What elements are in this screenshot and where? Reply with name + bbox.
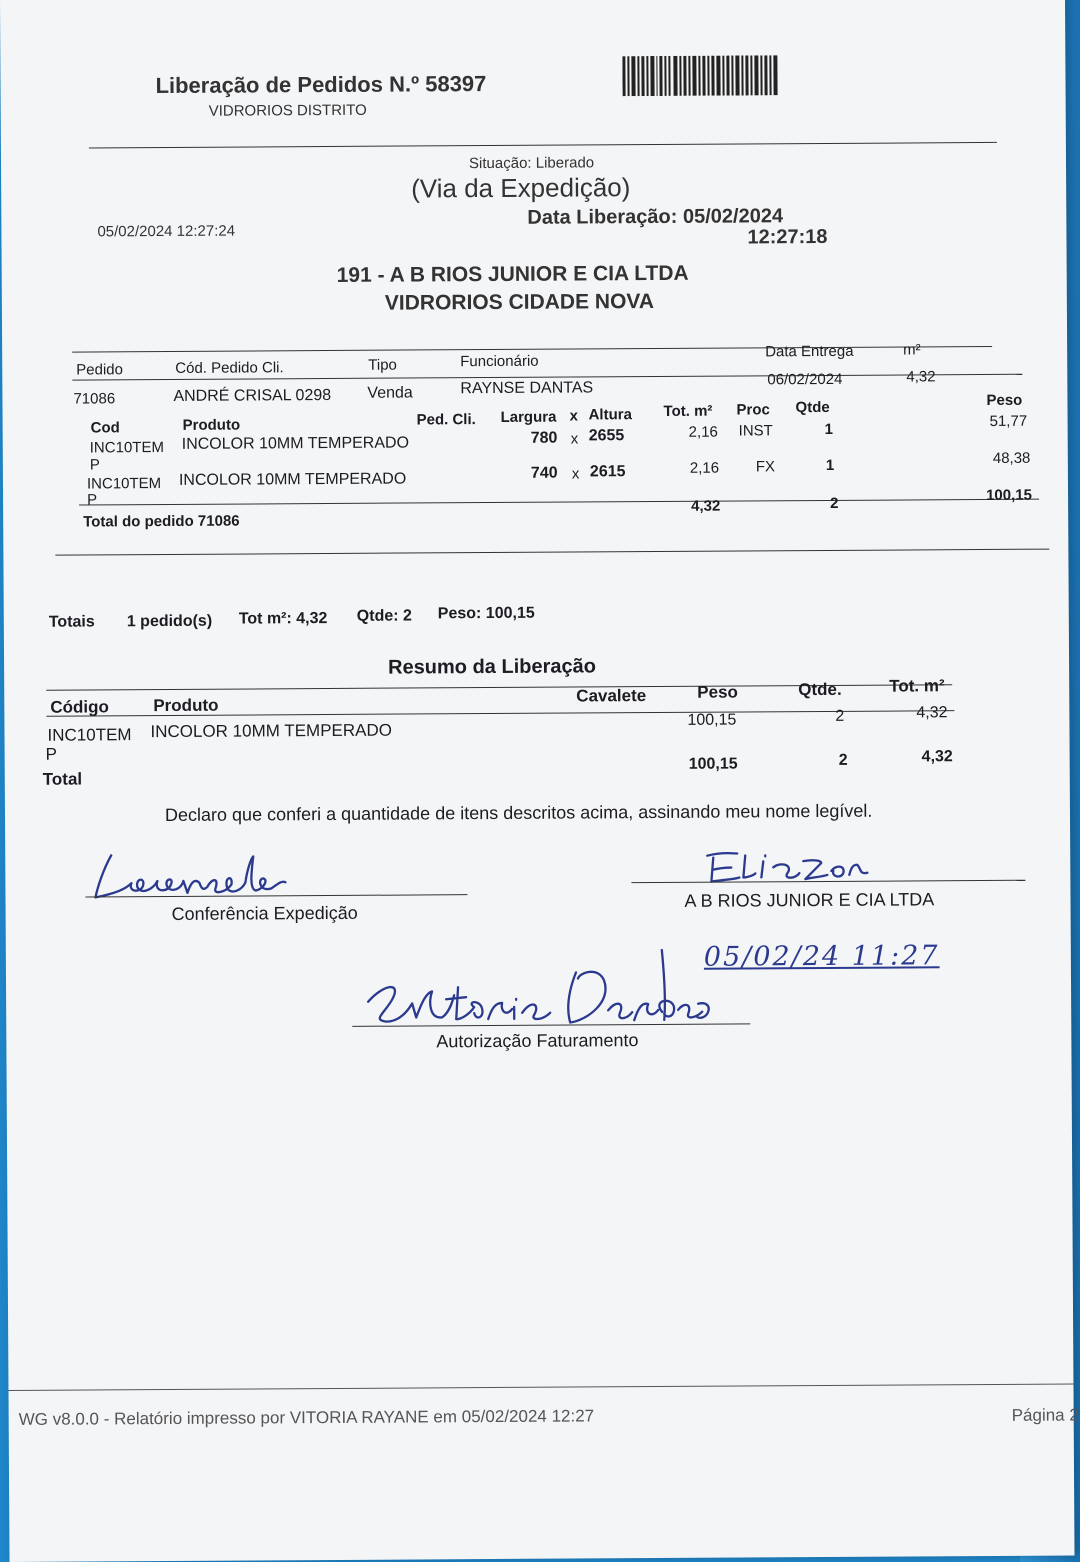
item-2-cod: INC10TEM [86, 475, 162, 493]
footer-page-number: Página 2 [1011, 1405, 1079, 1425]
summary-qtde: 2 [835, 707, 845, 725]
item-2-proc: FX [755, 458, 776, 476]
item-1-x: x [570, 430, 579, 448]
item-2-produto: INCOLOR 10MM TEMPERADO [178, 470, 407, 489]
order-m2: 4,32 [906, 368, 936, 386]
item-2-cod-cont: P [87, 491, 98, 509]
totals-label: Totais [48, 613, 95, 631]
client-signature-label: A B RIOS JUNIOR E CIA LTDA [684, 889, 935, 911]
item-2-peso: 48,38 [992, 449, 1031, 467]
item-header-tot-m2: Tot. m² [663, 402, 713, 420]
order-total-m2: 4,32 [691, 497, 721, 515]
header-divider [89, 142, 997, 149]
release-time: 12:27:18 [747, 225, 828, 249]
summary-header-cavalete: Cavalete [576, 686, 647, 706]
handwritten-date: 05/02/24 11:27 [703, 940, 940, 973]
order-tipo: Venda [367, 384, 413, 402]
company-name: VIDRORIOS DISTRITO [208, 101, 367, 120]
order-table-top-rule [72, 346, 992, 353]
client-name: 191 - A B RIOS JUNIOR E CIA LTDA [336, 261, 689, 287]
conferencia-label: Conferência Expedição [171, 902, 358, 924]
col-header-data-entrega: Data Entrega [765, 342, 854, 361]
item-2-largura: 740 [530, 464, 558, 482]
item-1-qtde: 1 [824, 420, 834, 438]
summary-total-peso: 100,15 [688, 755, 738, 773]
col-header-pedido: Pedido [76, 361, 124, 379]
summary-total-label: Total [42, 769, 83, 789]
item-header-ped-cli: Ped. Cli. [416, 411, 476, 429]
item-header-cod: Cod [90, 419, 120, 437]
order-total-label: Total do pedido 71086 [83, 512, 240, 531]
item-1-largura: 780 [530, 429, 558, 447]
summary-produto: INCOLOR 10MM TEMPERADO [150, 720, 393, 742]
item-1-cod-cont: P [89, 456, 100, 474]
footer-report-info: WG v8.0.0 - Relatório impresso por VITORIA RAYANE em 05/02/2024 12:27 [18, 1406, 595, 1429]
status-text: Situação: Liberado [468, 154, 595, 173]
item-1-tot-m2: 2,16 [688, 423, 718, 441]
order-data-entrega: 06/02/2024 [767, 370, 843, 389]
item-2-x: x [571, 465, 580, 483]
order-funcionario: RAYNSE DANTAS [460, 379, 594, 398]
summary-tot-m2: 4,32 [916, 704, 948, 722]
summary-header-qtde: Qtde. [798, 679, 842, 700]
client-subname: VIDRORIOS CIDADE NOVA [384, 290, 655, 315]
summary-peso: 100,15 [687, 711, 737, 729]
item-header-peso: Peso [986, 391, 1023, 409]
summary-header-produto: Produto [153, 695, 219, 716]
item-header-x: x [569, 407, 578, 425]
summary-title: Resumo da Liberação [388, 655, 596, 679]
item-header-largura: Largura [500, 408, 557, 426]
summary-header-peso: Peso [697, 682, 738, 702]
item-2-qtde: 1 [825, 456, 835, 474]
release-date: Data Liberação: 05/02/2024 [527, 205, 784, 229]
footer-divider [8, 1383, 1073, 1391]
order-pedido: 71086 [73, 390, 116, 408]
summary-total-qtde: 2 [838, 751, 848, 769]
item-header-proc: Proc [736, 401, 770, 419]
item-1-altura: 2655 [588, 427, 625, 445]
summary-total-tot-m2: 4,32 [921, 748, 953, 766]
totals-m2: Tot m²: 4,32 [238, 610, 328, 628]
totals-qtde: Qtde: 2 [356, 607, 412, 625]
item-1-produto: INCOLOR 10MM TEMPERADO [181, 434, 410, 453]
summary-header-codigo: Código [50, 697, 109, 717]
totals-pedidos: 1 pedido(s) [126, 612, 213, 631]
order-table-bottom-rule [55, 549, 1049, 556]
item-header-produto: Produto [182, 416, 241, 434]
item-header-qtde: Qtde [795, 398, 830, 417]
autorizacao-label: Autorização Faturamento [436, 1030, 639, 1052]
col-header-cod-pedido-cli: Cód. Pedido Cli. [175, 359, 284, 377]
item-header-altura: Altura [588, 406, 632, 424]
order-cod-pedido-cli: ANDRÉ CRISAL 0298 [173, 386, 332, 405]
summary-codigo: INC10TEM [47, 725, 132, 745]
totals-peso: Peso: 100,15 [437, 604, 535, 623]
order-total-qtde: 2 [830, 494, 839, 512]
order-total-rule [79, 499, 1039, 506]
col-header-tipo: Tipo [368, 356, 397, 374]
document-title: Liberação de Pedidos N.º 58397 [155, 71, 487, 99]
summary-codigo-cont: P [45, 744, 58, 764]
item-1-peso: 51,77 [989, 412, 1028, 430]
item-2-altura: 2615 [589, 463, 626, 481]
print-datetime: 05/02/2024 12:27:24 [97, 222, 236, 241]
item-1-proc: INST [738, 422, 773, 440]
summary-header-tot-m2: Tot. m² [889, 676, 945, 696]
item-2-tot-m2: 2,16 [689, 459, 720, 477]
copy-type: (Via da Expedição) [411, 172, 631, 204]
col-header-funcionario: Funcionário [460, 352, 539, 371]
autorizacao-signature [362, 942, 713, 1034]
barcode [622, 55, 780, 96]
item-1-cod: INC10TEM [89, 439, 164, 457]
order-total-peso: 100,15 [985, 486, 1032, 504]
declaration-text: Declaro que conferi a quantidade de itens descritos acima, assinando meu nome legível. [164, 800, 873, 826]
col-header-m2: m² [903, 341, 921, 359]
